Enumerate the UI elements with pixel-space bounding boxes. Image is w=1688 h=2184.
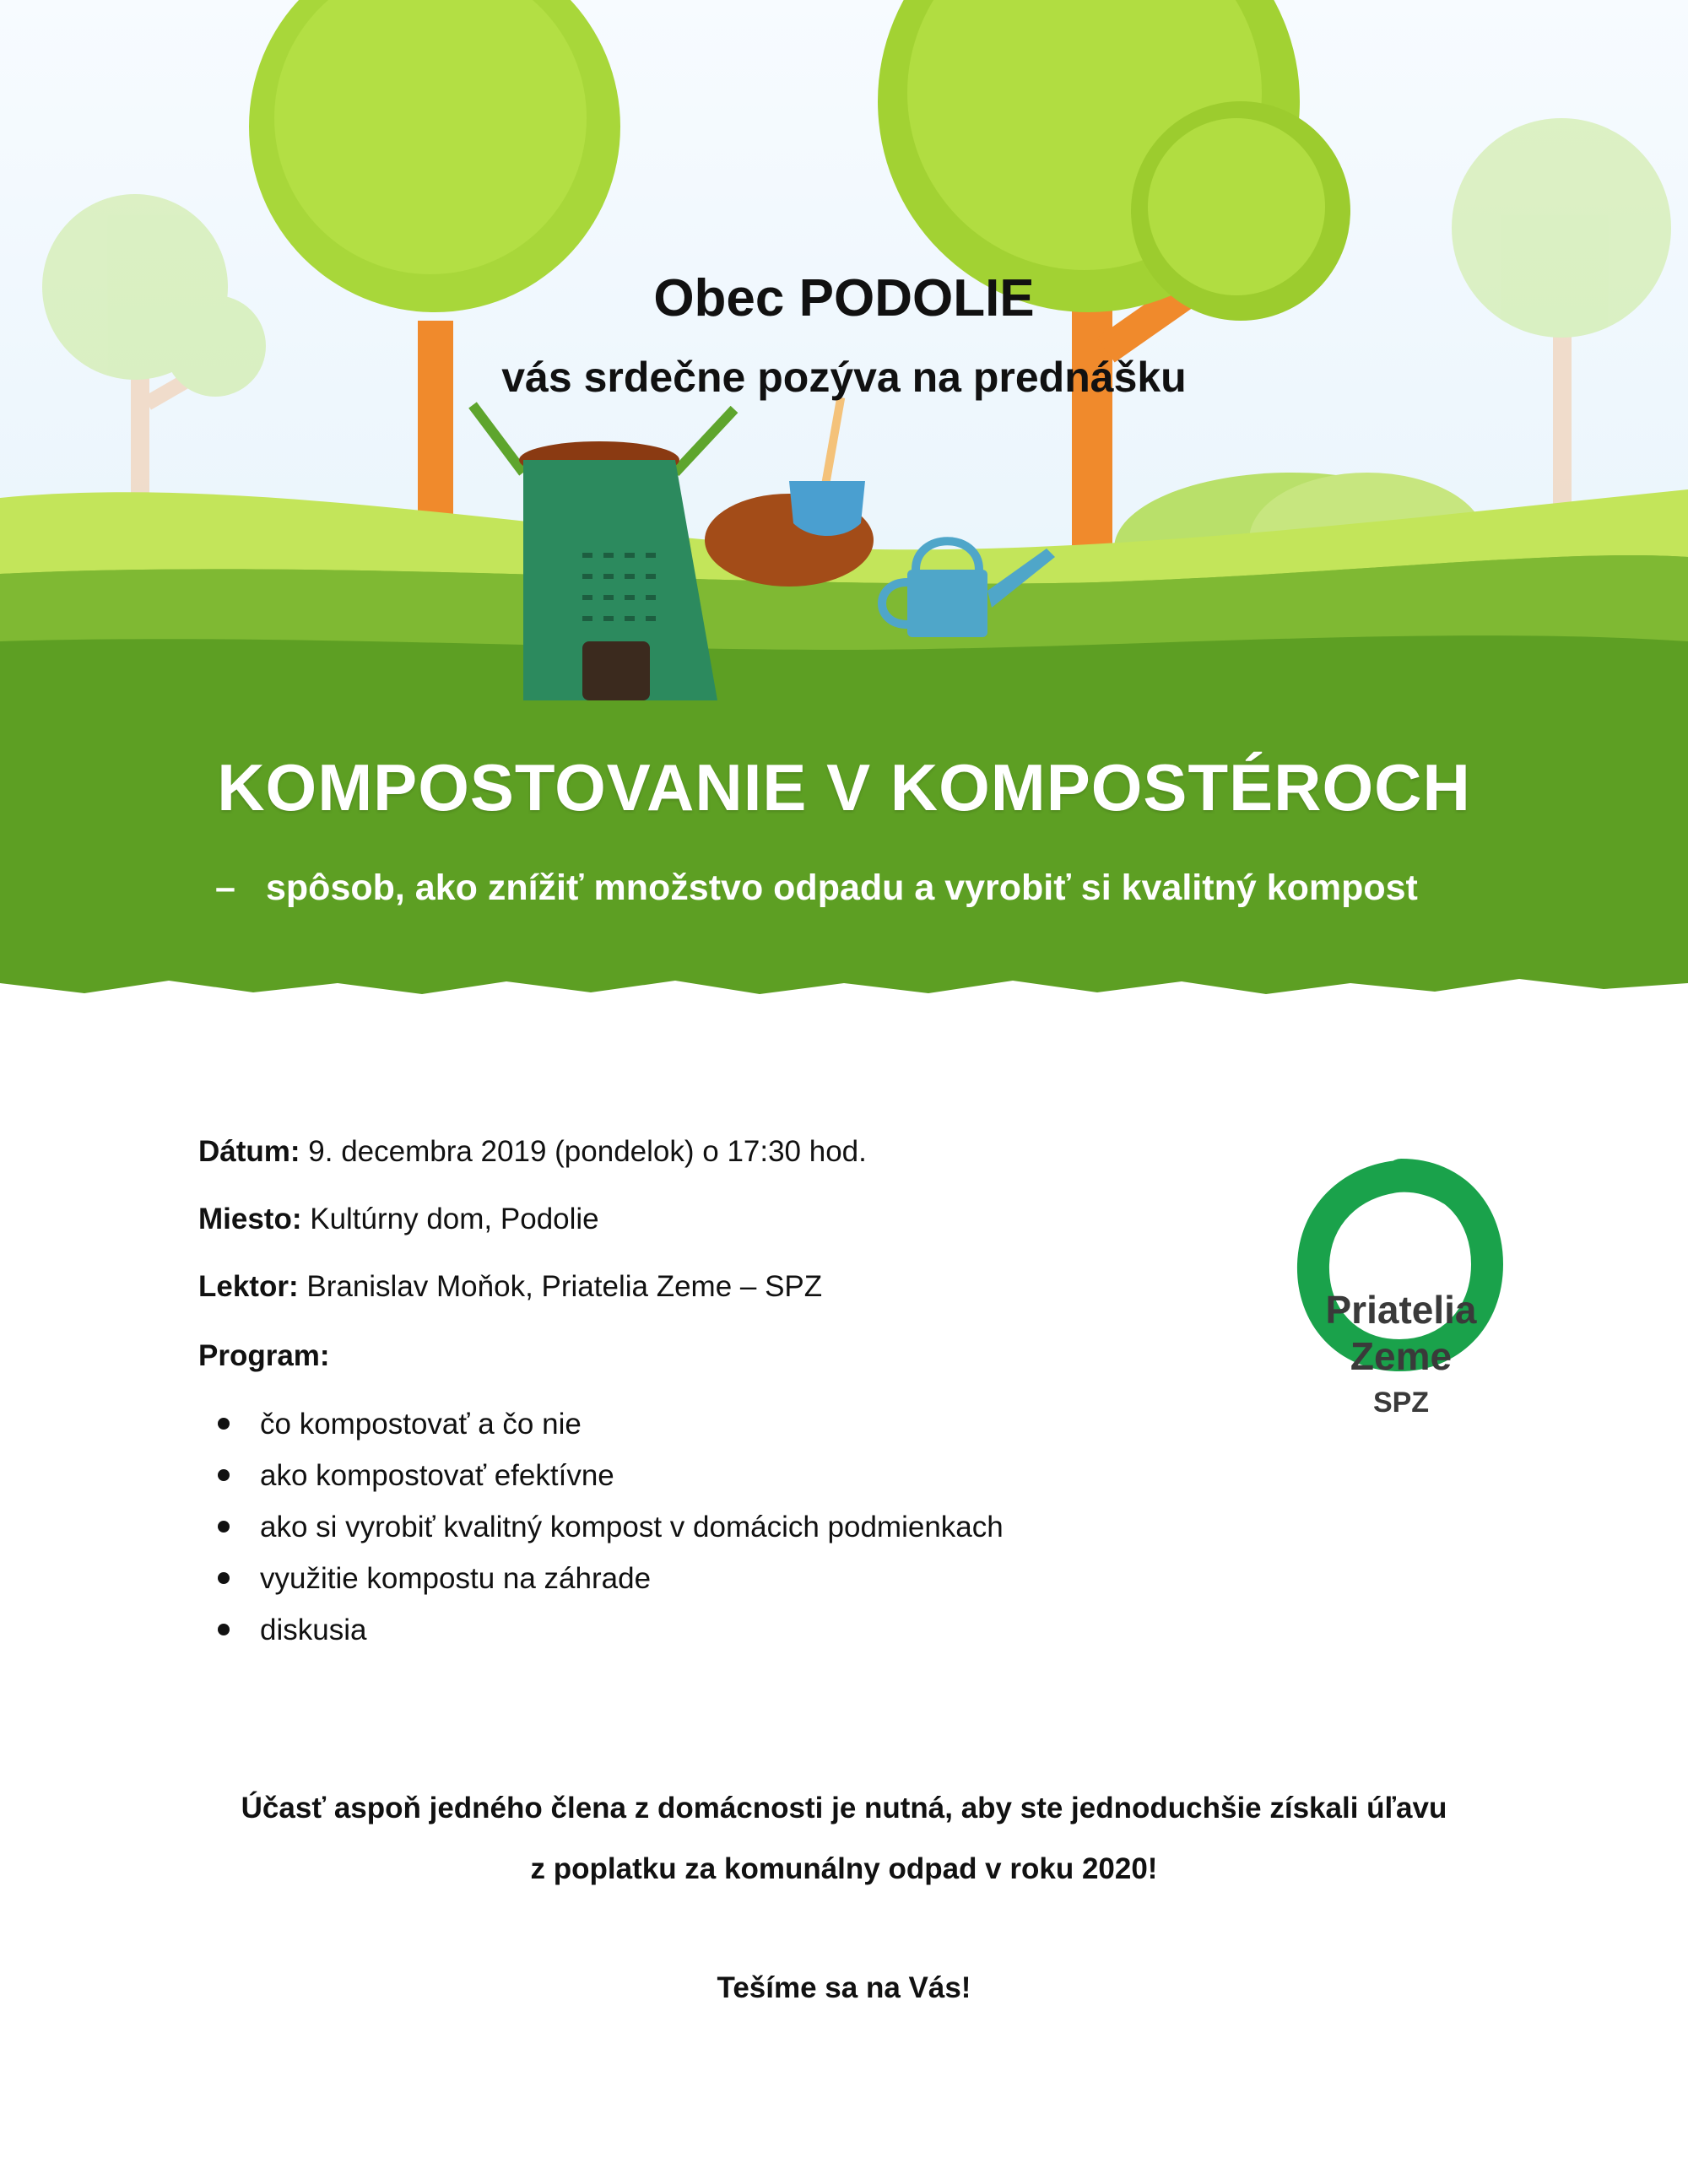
program-list: [218, 1408, 1004, 1665]
date-row: [198, 1135, 867, 1169]
lecturer-value: Branislav Moňok, Priatelia Zeme – SPZ: [298, 1270, 823, 1303]
subtitle-text: spôsob, ako znížiť množstvo odpadu a vyrobiť si kvalitný kompost: [266, 868, 1418, 908]
place-row: [198, 1203, 599, 1236]
closing-line: Tešíme sa na Vás!: [717, 1971, 971, 2004]
notice-line2: z poplatku za komunálny odpad v roku 2020!: [530, 1852, 1158, 1885]
logo-line2: Zeme: [1350, 1334, 1453, 1378]
program-item: ako si vyrobiť kvalitný kompost v domácich podmienkach: [218, 1511, 1004, 1562]
priatelia-zeme-logo-icon: [1291, 1097, 1511, 1435]
program-row: [198, 1339, 330, 1373]
hero-illustration: [0, 0, 1688, 1013]
bullet-icon: [218, 1418, 230, 1430]
bullet-icon: [218, 1624, 230, 1635]
program-item: využitie kompostu na záhrade: [218, 1562, 1004, 1614]
program-item: ako kompostovať efektívne: [218, 1459, 1004, 1511]
date-label: Dátum:: [198, 1135, 300, 1168]
date-value: 9. decembra 2019 (pondelok) o 17:30 hod.: [300, 1135, 867, 1168]
place-label: Miesto:: [198, 1203, 302, 1235]
subtitle-dash: –: [215, 868, 235, 908]
logo-line3: SPZ: [1372, 1387, 1430, 1419]
event-subtitle: [215, 868, 1418, 909]
bullet-icon: [218, 1469, 230, 1481]
lecturer-label: Lektor:: [198, 1270, 299, 1303]
bullet-icon: [218, 1572, 230, 1584]
bullet-icon: [218, 1521, 230, 1533]
program-item: čo kompostovať a čo nie: [218, 1408, 1004, 1459]
program-label: Program:: [198, 1339, 330, 1372]
lecturer-row: [198, 1270, 822, 1304]
event-title: KOMPOSTOVANIE V KOMPOSTÉROCH: [217, 750, 1471, 824]
logo-line1: Priatelia: [1325, 1288, 1477, 1332]
invite-line: vás srdečne pozýva na prednášku: [501, 354, 1187, 401]
notice-line1: Účasť aspoň jedného člena z domácnosti je nutná, aby ste jednoduchšie získali úľavu: [241, 1792, 1447, 1825]
org-title: Obec PODOLIE: [653, 269, 1035, 327]
place-value: Kultúrny dom, Podolie: [301, 1203, 599, 1235]
program-item: diskusia: [218, 1614, 1004, 1665]
